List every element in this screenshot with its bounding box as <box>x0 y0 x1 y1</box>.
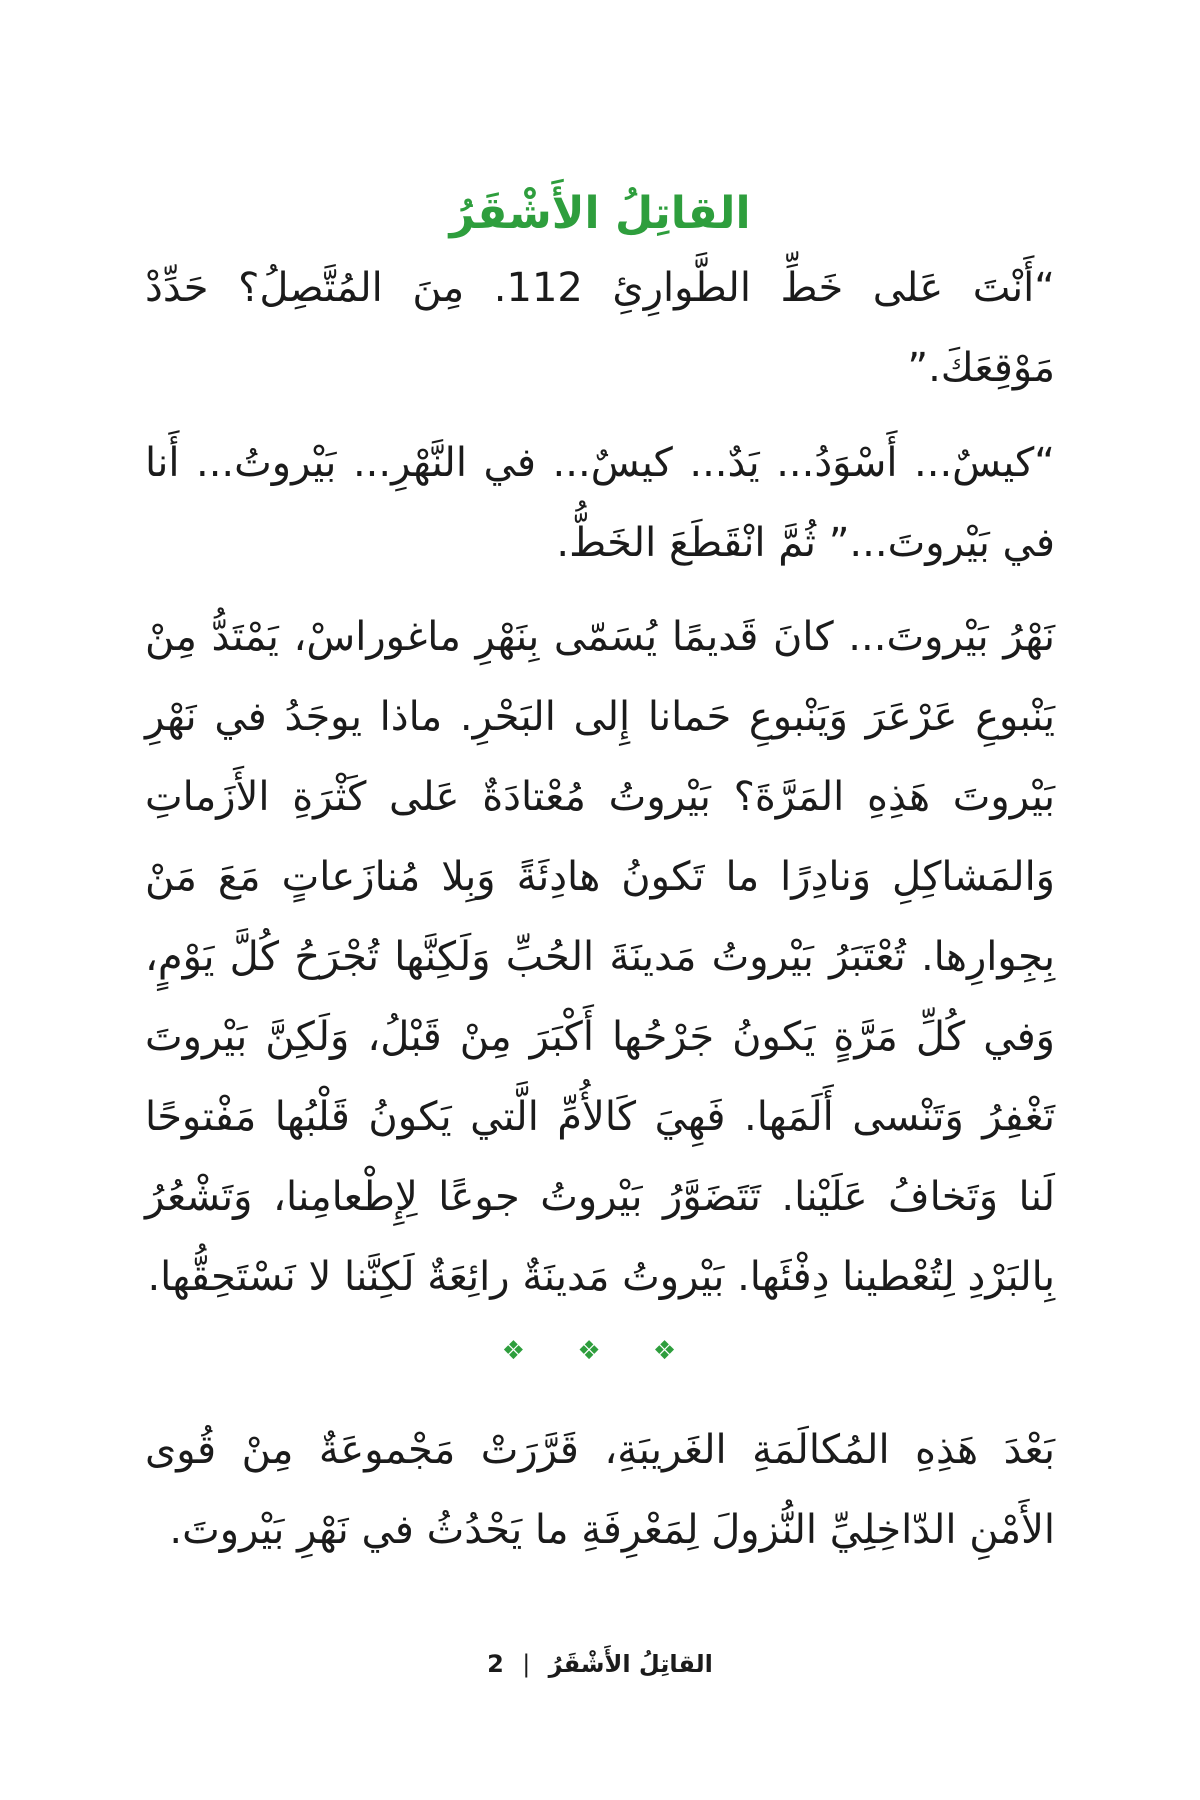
footer-book-title: القاتِلُ الأَشْقَرُ <box>548 1650 713 1678</box>
page-number: 2 <box>487 1650 504 1678</box>
chapter-title: القاتِلُ الأَشْقَرُ <box>449 188 751 240</box>
paragraph-beirut-river: نَهْرُ بَيْروتَ... كانَ قَديمًا يُسَمّى بِنَهْرِ ماغوراسْ، يَمْتَدُّ مِنْ يَنْبوعِ عَرْعَرَ وَيَنْبوعِ حَمانا إِلى البَحْرِ. ماذا يوجَدُ في نَهْرِ بَيْروتَ هَذِهِ المَرَّةَ؟ بَيْروتُ مُعْتادَةٌ عَلى كَثْرَةِ الأَزَماتِ وَالمَشاكِلِ وَنادِرًا ما تَكونُ هادِئَةً وَبِلا مُنازَعاتٍ مَعَ مَنْ بِجِوارِها. تُعْتَبَرُ بَيْروتُ مَدينَةَ الحُبِّ وَلَكِنَّها تُجْرَحُ كُلَّ يَوْمٍ، وَفي كُلِّ مَرَّةٍ يَكونُ جَرْحُها أَكْبَرَ مِنْ قَبْلُ، وَلَكِنَّ بَيْروتَ تَغْفِرُ وَتَنْسى أَلَمَها. فَهِيَ كَالأُمِّ الَّتي يَكونُ قَلْبُها مَفْتوحًا لَنا وَتَخافُ عَلَيْنا. تَتَضَوَّرُ بَيْروتُ جوعًا لِإِطْعامِنا، وَتَشْعُرُ بِالبَرْدِ لِتُعْطينا دِفْئَها. بَيْروتُ مَدينَةٌ رائِعَةٌ لَكِنَّنا لا نَسْتَحِقُّها. <box>145 614 1055 1300</box>
footer-divider: | <box>522 1650 531 1678</box>
section-separator-ornament: ❖ ❖ ❖ <box>501 1336 699 1366</box>
paragraph-emergency-call: “أَنْتَ عَلى خَطِّ الطَّوارِئِ 112. مِنَ المُتَّصِلُ؟ حَدِّدْ مَوْقِعَكَ.” <box>145 265 1056 391</box>
paragraph-caller-reply: “كيسٌ... أَسْوَدُ... يَدٌ... كيسٌ... في النَّهْرِ... بَيْروتُ... أَنا في بَيْروتَ...” ثُمَّ انْقَطَعَ الخَطُّ. <box>145 440 1055 566</box>
page-footer <box>145 1650 1055 1678</box>
paragraph-security-forces: بَعْدَ هَذِهِ المُكالَمَةِ الغَريبَةِ، قَرَّرَتْ مَجْموعَةٌ مِنْ قُوى الأَمْنِ الدّاخِلِيِّ النُّزولَ لِمَعْرِفَةِ ما يَحْدُثُ في نَهْرِ بَيْروتَ. <box>145 1427 1055 1553</box>
book-page <box>145 0 1055 1800</box>
